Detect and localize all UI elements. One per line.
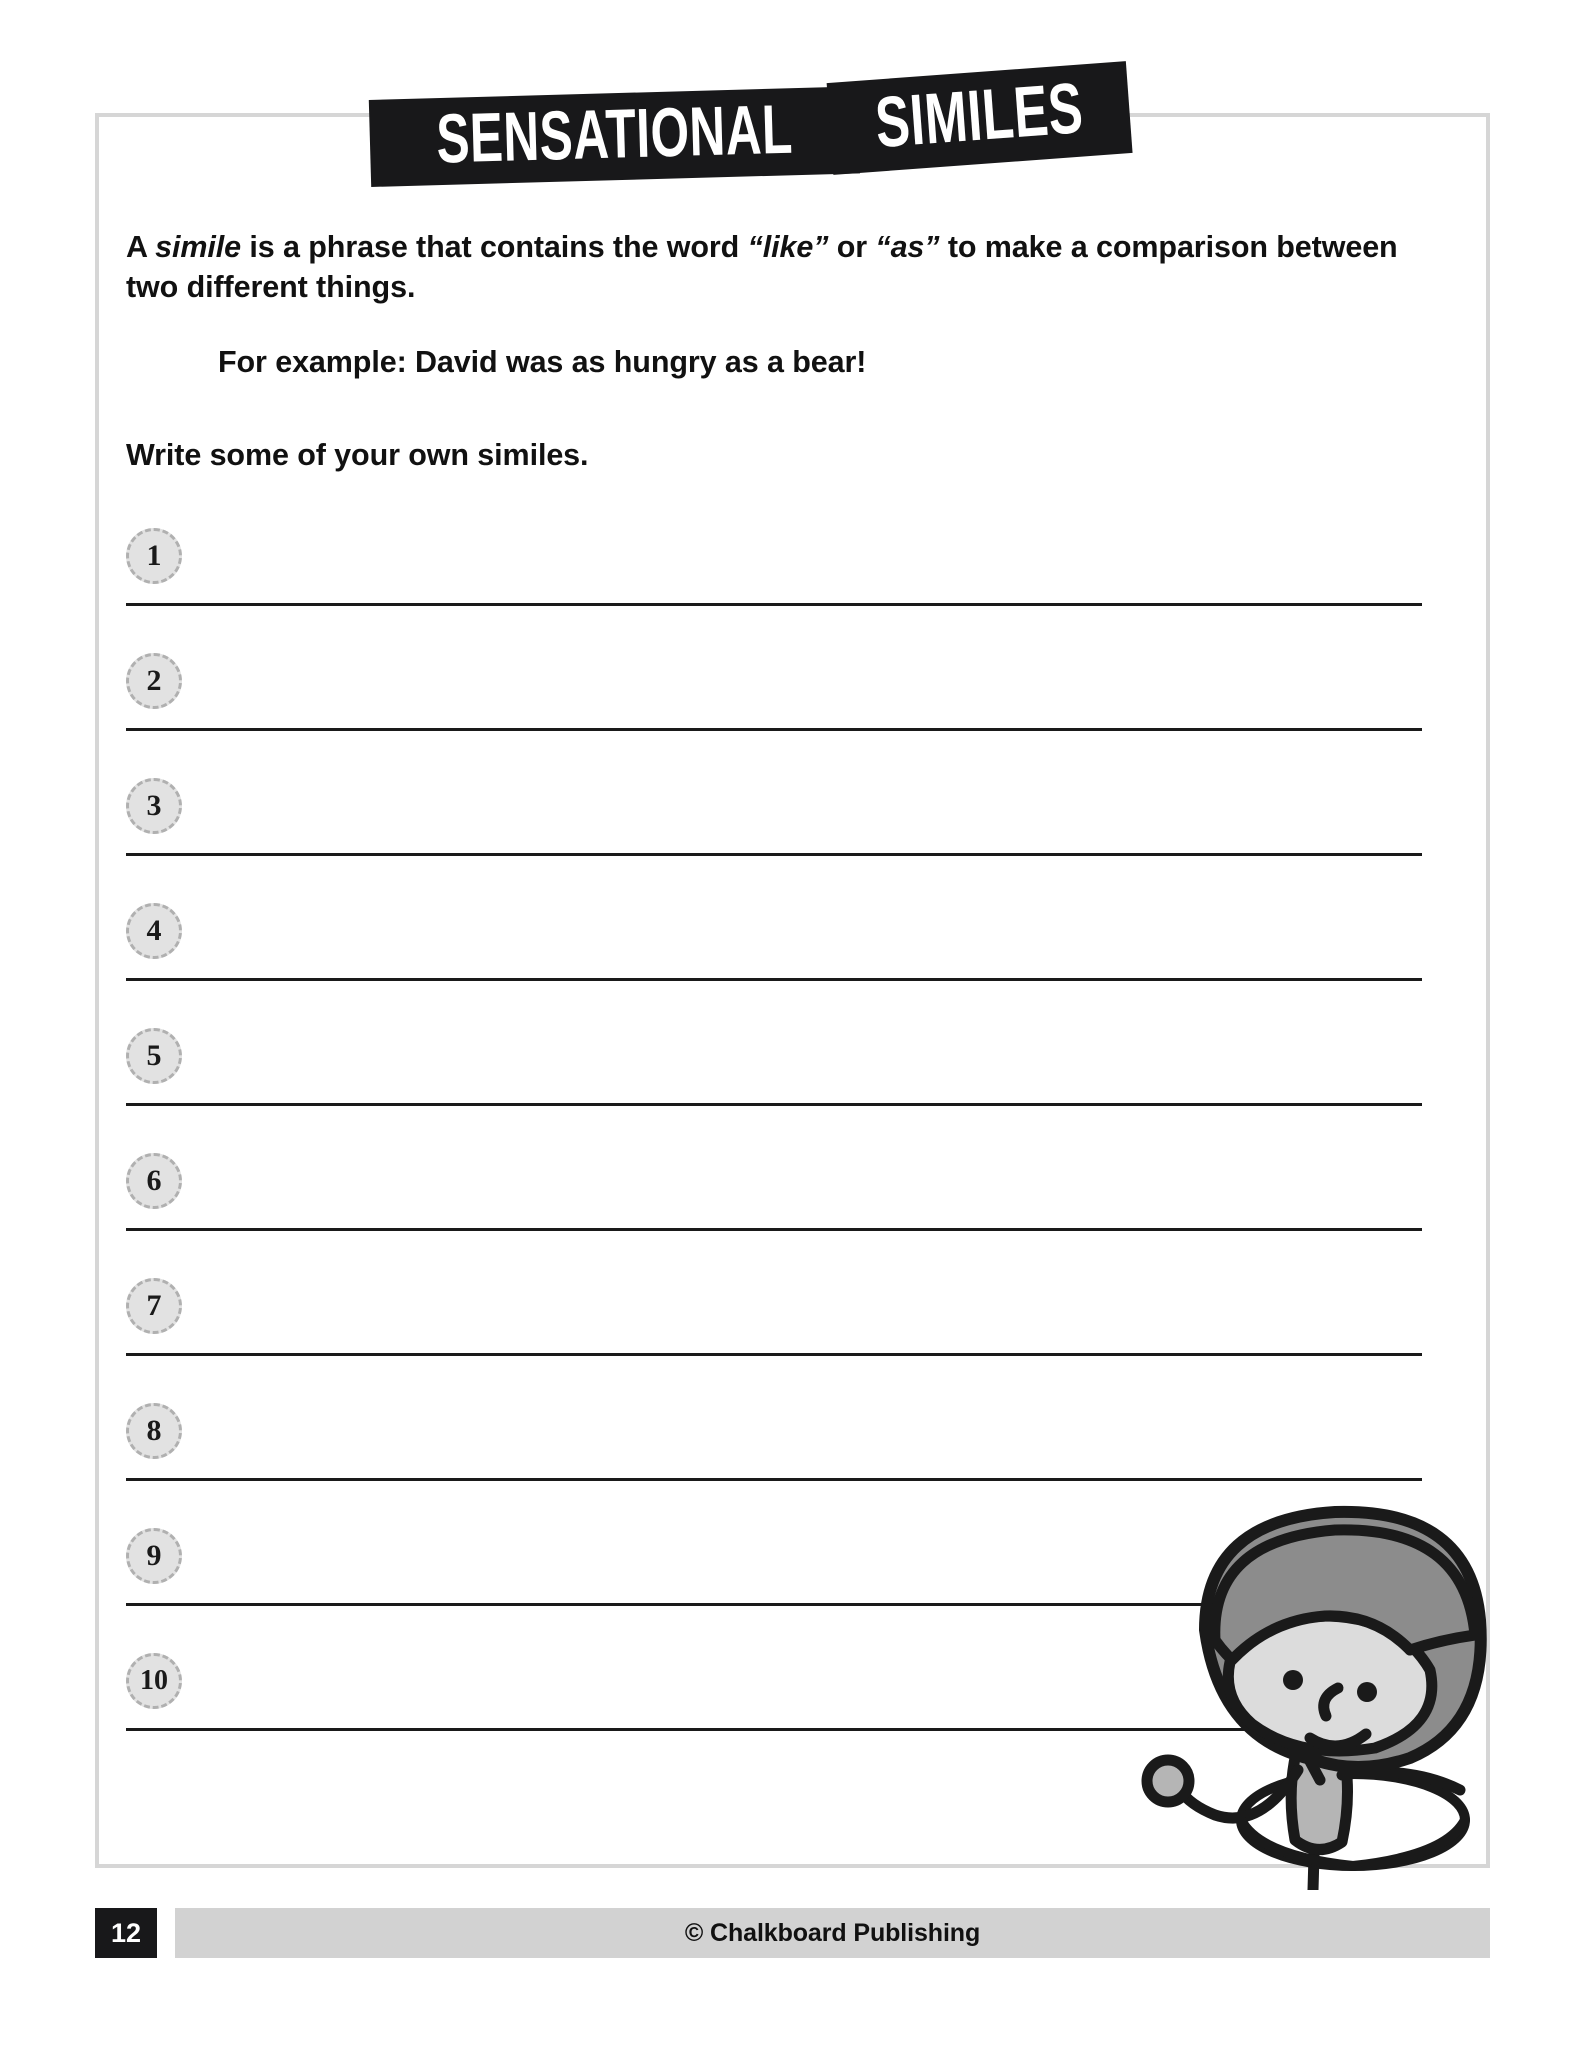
answer-write-line-3[interactable] (126, 853, 1422, 856)
footer-page-number: 12 (95, 1908, 157, 1958)
intro-middle-2: or (828, 230, 876, 264)
answer-write-line-5[interactable] (126, 1103, 1422, 1106)
answer-row-9[interactable] (126, 1510, 1422, 1606)
answer-write-line-8[interactable] (126, 1478, 1422, 1481)
answer-write-line-1[interactable] (126, 603, 1422, 606)
worksheet-title-banner (330, 67, 1190, 188)
answer-number-badge-4: 4 (126, 903, 182, 959)
answer-row-2[interactable] (126, 635, 1422, 731)
page-footer (95, 1908, 1490, 1958)
answer-number-badge-3: 3 (126, 778, 182, 834)
title-word-similes (827, 61, 1132, 175)
answer-row-8[interactable] (126, 1385, 1422, 1481)
answer-write-line-6[interactable] (126, 1228, 1422, 1231)
answer-number-badge-7: 7 (126, 1278, 182, 1334)
answer-write-line-2[interactable] (126, 728, 1422, 731)
answer-number-badge-9: 9 (126, 1528, 182, 1584)
answer-row-5[interactable] (126, 1010, 1422, 1106)
footer-credit-bar (175, 1908, 1490, 1958)
intro-quote-like: “like” (747, 230, 829, 264)
answer-number-badge-6: 6 (126, 1153, 182, 1209)
answer-row-4[interactable] (126, 885, 1422, 981)
answer-row-10[interactable] (126, 1635, 1422, 1731)
answer-row-7[interactable] (126, 1260, 1422, 1356)
title-word-similes-text: SIMILES (872, 67, 1086, 163)
answer-row-3[interactable] (126, 760, 1422, 856)
title-word-sensational (369, 86, 861, 187)
answer-write-line-7[interactable] (126, 1353, 1422, 1356)
intro-suffix: to make a comparison between two different things. (126, 230, 1398, 304)
answer-row-1[interactable] (126, 510, 1422, 606)
answer-number-badge-1: 1 (126, 528, 182, 584)
intro-prefix: A (126, 230, 156, 264)
footer-credit-text: © Chalkboard Publishing (684, 1918, 981, 1947)
example-sentence: For example: David was as hungry as a bear! (218, 345, 867, 379)
instruction-text: Write some of your own similes. (126, 438, 589, 472)
answer-number-badge-8: 8 (126, 1403, 182, 1459)
answer-number-badge-5: 5 (126, 1028, 182, 1084)
answer-write-line-9[interactable] (126, 1603, 1422, 1606)
title-word-sensational-text: SENSATIONAL (435, 91, 794, 179)
answer-write-line-4[interactable] (126, 978, 1422, 981)
intro-quote-as: “as” (875, 230, 940, 264)
answer-row-6[interactable] (126, 1135, 1422, 1231)
answer-number-badge-2: 2 (126, 653, 182, 709)
intro-middle-1: is a phrase that contains the word (241, 230, 748, 264)
answer-write-line-10[interactable] (126, 1728, 1422, 1731)
answer-number-badge-10: 10 (126, 1653, 182, 1709)
intro-term-simile: simile (155, 230, 242, 264)
